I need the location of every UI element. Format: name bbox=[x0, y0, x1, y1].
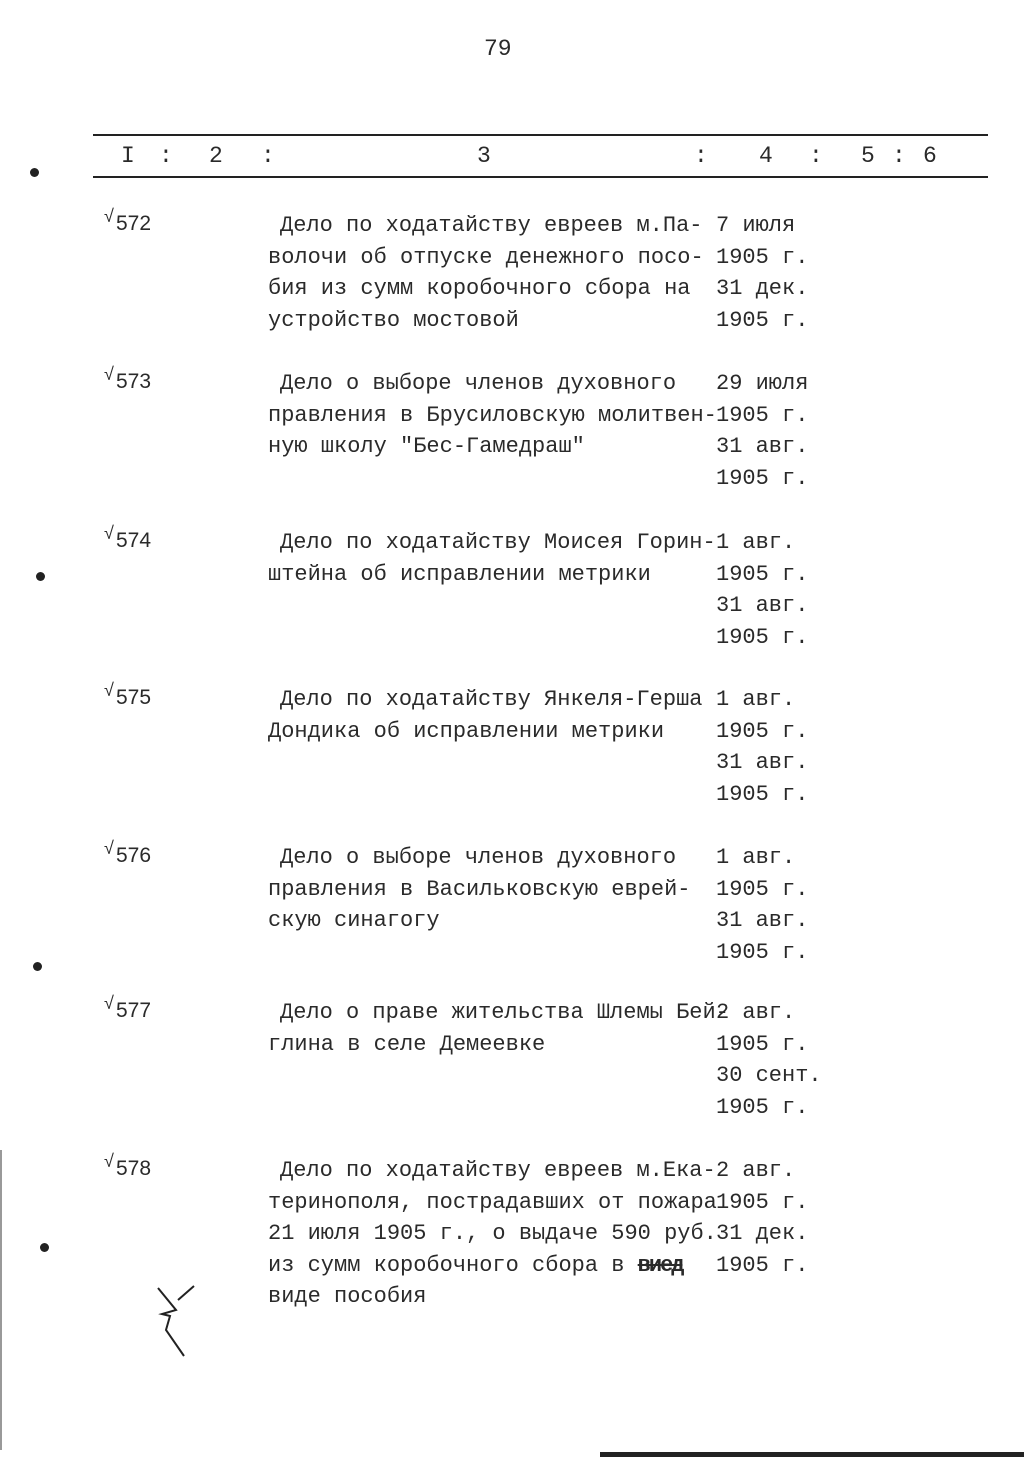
check-mark-icon: √ bbox=[104, 1151, 114, 1171]
column-separator: : bbox=[159, 143, 173, 169]
description-line bbox=[268, 273, 704, 305]
punch-hole-mark bbox=[30, 168, 39, 177]
column-header-6: 6 bbox=[923, 143, 937, 169]
list-item bbox=[0, 364, 1024, 526]
case-dates bbox=[716, 1155, 808, 1281]
date-line: 30 сент. bbox=[716, 1063, 822, 1088]
description-text: Дело о выборе членов духовного bbox=[280, 371, 677, 396]
description-text: глина в селе Демеевке bbox=[268, 1031, 546, 1057]
case-description bbox=[268, 368, 717, 463]
description-text: правления в Брусиловскую молитвен- bbox=[268, 402, 717, 428]
description-text: Дело по ходатайству Моисея Горин- bbox=[280, 530, 716, 555]
case-dates bbox=[716, 210, 808, 336]
date-line: 1905 г. bbox=[716, 939, 809, 965]
date-line: 1905 г. bbox=[716, 1252, 809, 1278]
case-number: 576 bbox=[116, 844, 152, 867]
case-dates bbox=[716, 368, 808, 494]
date-line: 1905 г. bbox=[716, 1189, 809, 1215]
date-line: 1 авг. bbox=[716, 530, 796, 555]
case-number: 575 bbox=[116, 686, 152, 709]
description-line bbox=[268, 368, 717, 400]
date-line: 29 июля bbox=[716, 371, 809, 396]
page-edge bbox=[0, 1150, 2, 1450]
description-line bbox=[268, 527, 716, 559]
description-text: ную школу "Бес-Гамедраш" bbox=[268, 434, 585, 459]
description-text: Дело о праве жительства Шлемы Бей- bbox=[280, 1000, 729, 1025]
description-text: устройство мостовой bbox=[268, 307, 519, 333]
check-mark-icon: √ bbox=[104, 364, 114, 384]
date-line: 31 авг. bbox=[716, 908, 809, 933]
column-separator: : bbox=[809, 143, 823, 169]
description-line bbox=[268, 400, 717, 432]
description-line bbox=[268, 210, 704, 242]
punch-hole-mark bbox=[40, 1243, 49, 1252]
description-line bbox=[268, 559, 716, 591]
description-text: скую синагогу bbox=[268, 908, 440, 933]
description-text: 21 июля 1905 г., о выдаче 590 руб. bbox=[268, 1221, 717, 1246]
date-line: 1905 г. bbox=[716, 876, 809, 902]
case-description bbox=[268, 997, 729, 1060]
description-line bbox=[268, 997, 729, 1029]
date-line: 1905 г. bbox=[716, 1094, 809, 1120]
case-description bbox=[268, 684, 702, 747]
description-line bbox=[268, 1155, 717, 1187]
column-header-1: I bbox=[121, 143, 135, 169]
punch-hole-mark bbox=[36, 572, 45, 581]
check-mark-icon: √ bbox=[104, 206, 114, 226]
description-text: штейна об исправлении метрики bbox=[268, 561, 651, 587]
description-line bbox=[268, 842, 690, 874]
description-line bbox=[268, 1187, 717, 1219]
handwritten-signature bbox=[148, 1280, 208, 1360]
date-line: 1905 г. bbox=[716, 402, 809, 428]
description-line bbox=[268, 874, 690, 906]
page-number: 79 bbox=[484, 36, 512, 62]
description-line bbox=[268, 1218, 717, 1250]
check-mark-icon: √ bbox=[104, 523, 114, 543]
bottom-edge-line bbox=[600, 1452, 1024, 1457]
case-description bbox=[268, 210, 704, 336]
date-line: 1905 г. bbox=[716, 624, 809, 650]
description-text: теринополя, пострадавших от пожара bbox=[268, 1189, 717, 1215]
column-header-5: 5 bbox=[861, 143, 875, 169]
column-separator: : bbox=[694, 143, 708, 169]
description-line bbox=[268, 1250, 717, 1282]
case-dates bbox=[716, 842, 808, 968]
check-mark-icon: √ bbox=[104, 993, 114, 1013]
date-line: 1905 г. bbox=[716, 781, 809, 807]
list-item bbox=[0, 993, 1024, 1155]
case-description bbox=[268, 1155, 717, 1313]
date-line: 1905 г. bbox=[716, 465, 809, 491]
case-dates bbox=[716, 997, 822, 1123]
description-line bbox=[268, 305, 704, 337]
date-line: 31 дек. bbox=[716, 276, 809, 301]
case-dates bbox=[716, 527, 808, 653]
date-line: 2 авг. bbox=[716, 1000, 796, 1025]
date-line: 31 авг. bbox=[716, 750, 809, 775]
description-line bbox=[268, 1029, 729, 1061]
date-line: 1 авг. bbox=[716, 845, 796, 870]
description-text: виде пособия bbox=[268, 1284, 427, 1309]
case-dates bbox=[716, 684, 808, 810]
description-line bbox=[268, 431, 717, 463]
description-line bbox=[268, 905, 690, 937]
list-item bbox=[0, 680, 1024, 842]
date-line: 1905 г. bbox=[716, 718, 809, 744]
date-line: 31 авг. bbox=[716, 434, 809, 459]
description-text: Дело по ходатайству евреев м.Па- bbox=[280, 213, 703, 238]
description-text: бия из сумм коробочного сбора на bbox=[268, 276, 691, 301]
column-header-2: 2 bbox=[209, 143, 223, 169]
description-text: Дондика об исправлении метрики bbox=[268, 718, 665, 744]
column-separator: : bbox=[892, 143, 906, 169]
list-item bbox=[0, 838, 1024, 1000]
date-line: 1905 г. bbox=[716, 307, 809, 333]
case-number: 578 bbox=[116, 1157, 152, 1180]
description-text: правления в Васильковскую еврей- bbox=[268, 876, 691, 902]
date-line: 7 июля bbox=[716, 213, 796, 238]
check-mark-icon: √ bbox=[104, 680, 114, 700]
case-number: 572 bbox=[116, 212, 152, 235]
description-text: Дело по ходатайству Янкеля-Герша bbox=[280, 687, 703, 712]
date-line: 1 авг. bbox=[716, 687, 796, 712]
description-line bbox=[268, 716, 702, 748]
date-line: 2 авг. bbox=[716, 1158, 796, 1183]
case-description bbox=[268, 842, 690, 937]
case-number: 577 bbox=[116, 999, 152, 1022]
description-text: Дело по ходатайству евреев м.Ека- bbox=[280, 1158, 716, 1183]
description-line bbox=[268, 1281, 717, 1313]
check-mark-icon: √ bbox=[104, 838, 114, 858]
date-line: 31 авг. bbox=[716, 593, 809, 618]
date-line: 1905 г. bbox=[716, 1031, 809, 1057]
header-bottom-rule bbox=[93, 176, 988, 178]
column-header-4: 4 bbox=[759, 143, 773, 169]
case-description bbox=[268, 527, 716, 590]
description-text: из сумм коробочного сбора в bbox=[268, 1252, 638, 1278]
date-line: 1905 г. bbox=[716, 561, 809, 587]
date-line: 1905 г. bbox=[716, 244, 809, 270]
case-number: 574 bbox=[116, 529, 152, 552]
punch-hole-mark bbox=[33, 962, 42, 971]
struck-out-word: виед bbox=[637, 1252, 683, 1278]
column-header-3: 3 bbox=[477, 143, 491, 169]
case-number: 573 bbox=[116, 370, 152, 393]
list-item bbox=[0, 206, 1024, 368]
description-line bbox=[268, 242, 704, 274]
date-line: 31 дек. bbox=[716, 1221, 809, 1246]
description-text: Дело о выборе членов духовного bbox=[280, 845, 677, 870]
header-top-rule bbox=[93, 134, 988, 136]
column-separator: : bbox=[261, 143, 275, 169]
description-text: волочи об отпуске денежного посо- bbox=[268, 244, 704, 270]
description-line bbox=[268, 684, 702, 716]
list-item bbox=[0, 523, 1024, 685]
